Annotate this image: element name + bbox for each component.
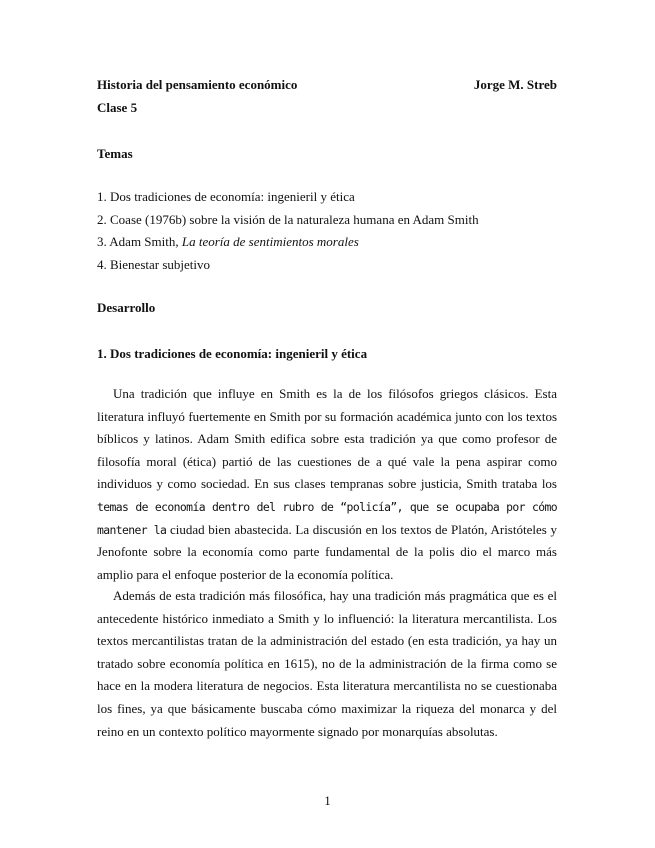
paragraph-1-part-b: temas de economía dentro del rubro de “policía”, que se ocupaba por cómo mantener la — [97, 499, 557, 537]
paragraph-1-text — [97, 383, 557, 586]
author-name: Jorge M. Streb — [473, 77, 557, 92]
topic-item: 1. Dos tradiciones de economía: ingenieril y ética — [97, 189, 355, 204]
class-label: Clase 5 — [97, 100, 138, 115]
course-title: Historia del pensamiento económico — [97, 77, 298, 92]
paragraph-1-part-c: ciudad bien abastecida. La discusión en los textos de Platón, Aristóteles y Jenofonte sobre la economía como parte fundamental de la polis dio el marco más amplio para el enfoque posterior de la economía política. — [97, 521, 557, 582]
book-title: La teoría de sentimientos morales — [181, 234, 359, 250]
section-title: 1. Dos tradiciones de economía: ingenieril y ética — [97, 346, 368, 361]
topics-list — [97, 186, 479, 276]
paragraph-1-part-a: Una tradición que influye en Smith es la de los filósofos griegos clásicos. Esta literatura influyó fuertemente en Smith por su formación académica junto con los textos bíblicos y latinos. Adam Smith edifica sobre esta tradición ya que como profesor de filosofía moral (ética) partió de las cuestiones de a qué vale la pena aspirar como individuos y como sociedad. En sus clases tempranas sobre justicia, Smith trataba los — [97, 386, 557, 492]
page-number: 1 — [324, 793, 331, 808]
topic-item: 4. Bienestar subjetivo — [97, 256, 211, 272]
development-heading: Desarrollo — [97, 300, 156, 315]
topics-heading: Temas — [97, 146, 133, 161]
paragraph-1 — [97, 383, 557, 586]
paragraph-2 — [97, 585, 557, 743]
paragraph-2-text: Además de esta tradición más filosófica, hay una tradición más pragmática que es el antecedente histórico inmediato a Smith y lo influenció: la literatura mercantilista. Los textos mercantilistas tratan de la administración del estado (en esta tradición, ya hay un tratado sobre economía política en 1615), no de la administración de la firma como se hace en la modera literatura de negocios. Esta literatura mercantilista no se cuestionaba los fines, ya que básicamente buscaba cómo maximizar la riqueza del monarca y del reino en un contexto político mayormente signado por monarquías absolutas. — [97, 588, 557, 739]
document-header — [97, 76, 557, 94]
topic-item: 2. Coase (1976b) sobre la visión de la naturaleza humana en Adam Smith — [97, 211, 479, 227]
topic-item-prefix: 3. Adam Smith, — [97, 234, 182, 250]
topic-item — [97, 231, 479, 254]
